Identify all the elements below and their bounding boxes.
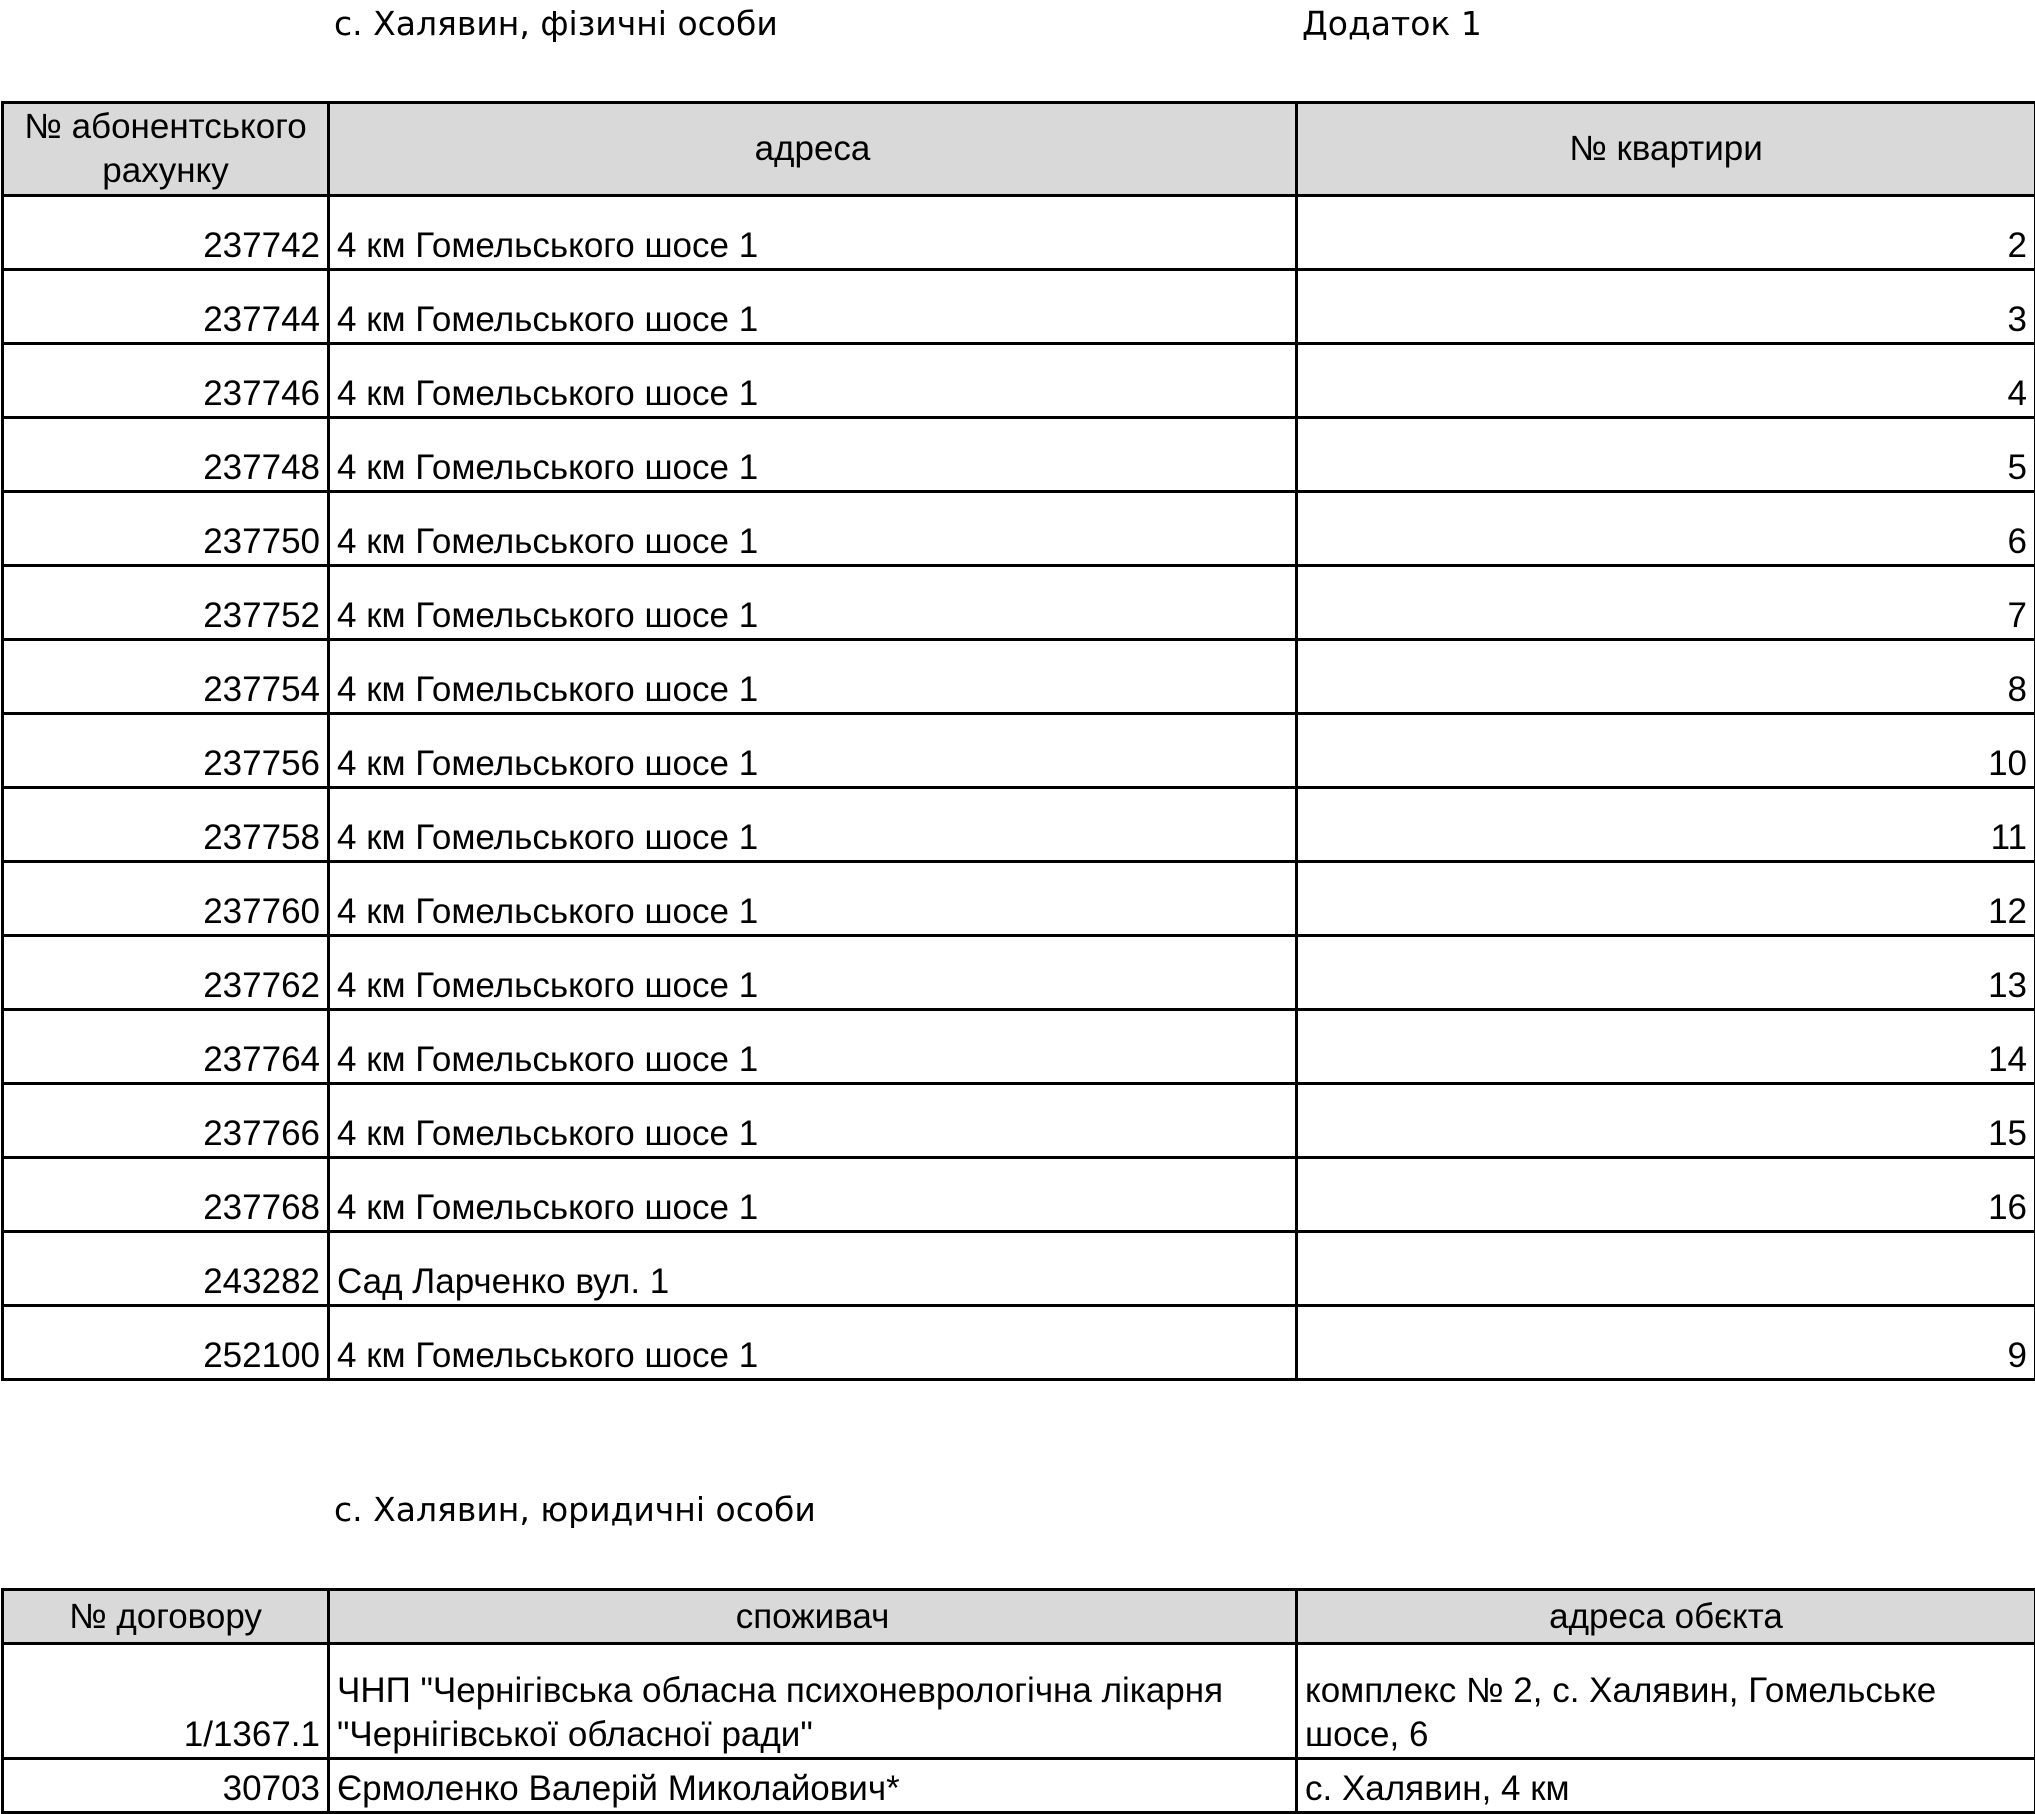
object-address-cell: с. Халявин, 4 км [1297, 1759, 2035, 1813]
column-header-consumer: споживач [329, 1590, 1297, 1644]
table-row [3, 1010, 2035, 1084]
account-cell: 237742 [3, 196, 329, 270]
account-cell: 237764 [3, 1010, 329, 1084]
column-header-apartment: № квартири [1297, 103, 2035, 196]
table-row [3, 1759, 2035, 1813]
address-cell: 4 км Гомельського шосе 1 [329, 344, 1297, 418]
apartment-cell: 4 [1297, 344, 2035, 418]
consumer-cell: ЧНП "Чернігівська обласна психоневрологічна лікарня "Чернігівської обласної ради" [329, 1644, 1297, 1759]
address-cell: 4 км Гомельського шосе 1 [329, 1010, 1297, 1084]
caption-legal: с. Халявин, юридичні особи [334, 1490, 816, 1529]
apartment-cell: 11 [1297, 788, 2035, 862]
table-row [3, 1084, 2035, 1158]
table-row [3, 936, 2035, 1010]
column-header-contract: № договору [3, 1590, 329, 1644]
contract-cell: 30703 [3, 1759, 329, 1813]
apartment-cell: 16 [1297, 1158, 2035, 1232]
table-row [3, 270, 2035, 344]
address-cell: 4 км Гомельського шосе 1 [329, 936, 1297, 1010]
apartment-cell: 2 [1297, 196, 2035, 270]
table-row [3, 566, 2035, 640]
table-header-row [3, 103, 2035, 196]
address-cell: 4 км Гомельського шосе 1 [329, 1084, 1297, 1158]
account-cell: 252100 [3, 1306, 329, 1380]
account-cell: 237766 [3, 1084, 329, 1158]
table-header-row [3, 1590, 2035, 1644]
apartment-cell: 14 [1297, 1010, 2035, 1084]
column-header-address: адреса [329, 103, 1297, 196]
account-cell: 237754 [3, 640, 329, 714]
account-cell: 237756 [3, 714, 329, 788]
apartment-cell [1297, 1232, 2035, 1306]
caption-individuals: с. Халявин, фізичні особи [334, 4, 778, 43]
apartment-cell: 5 [1297, 418, 2035, 492]
account-cell: 237762 [3, 936, 329, 1010]
address-cell: 4 км Гомельського шосе 1 [329, 714, 1297, 788]
account-cell: 237760 [3, 862, 329, 936]
table-row [3, 492, 2035, 566]
table-row [3, 418, 2035, 492]
address-cell: 4 км Гомельського шосе 1 [329, 862, 1297, 936]
apartment-cell: 15 [1297, 1084, 2035, 1158]
table-row [3, 196, 2035, 270]
object-address-cell: комплекс № 2, с. Халявин, Гомельське шосе, 6 [1297, 1644, 2035, 1759]
account-cell: 237752 [3, 566, 329, 640]
legal-entities-table [1, 1588, 2035, 1814]
address-cell: Сад Ларченко вул. 1 [329, 1232, 1297, 1306]
table-row [3, 344, 2035, 418]
address-cell: 4 км Гомельського шосе 1 [329, 640, 1297, 714]
apartment-cell: 3 [1297, 270, 2035, 344]
address-cell: 4 км Гомельського шосе 1 [329, 418, 1297, 492]
address-cell: 4 км Гомельського шосе 1 [329, 788, 1297, 862]
apartment-cell: 10 [1297, 714, 2035, 788]
apartment-cell: 6 [1297, 492, 2035, 566]
consumer-cell: Єрмоленко Валерій Миколайович* [329, 1759, 1297, 1813]
table-row [3, 1306, 2035, 1380]
apartment-cell: 13 [1297, 936, 2035, 1010]
account-cell: 237746 [3, 344, 329, 418]
table-row [3, 714, 2035, 788]
apartment-cell: 12 [1297, 862, 2035, 936]
table-row [3, 1232, 2035, 1306]
address-cell: 4 км Гомельського шосе 1 [329, 492, 1297, 566]
apartment-cell: 8 [1297, 640, 2035, 714]
account-cell: 237758 [3, 788, 329, 862]
account-cell: 237748 [3, 418, 329, 492]
address-cell: 4 км Гомельського шосе 1 [329, 270, 1297, 344]
address-cell: 4 км Гомельського шосе 1 [329, 196, 1297, 270]
account-cell: 243282 [3, 1232, 329, 1306]
table-row [3, 1158, 2035, 1232]
apartment-cell: 9 [1297, 1306, 2035, 1380]
appendix-label: Додаток 1 [1302, 4, 1482, 43]
account-cell: 237744 [3, 270, 329, 344]
column-header-object-address: адреса обєкта [1297, 1590, 2035, 1644]
address-cell: 4 км Гомельського шосе 1 [329, 1306, 1297, 1380]
individuals-table [1, 101, 2035, 1381]
account-cell: 237768 [3, 1158, 329, 1232]
apartment-cell: 7 [1297, 566, 2035, 640]
address-cell: 4 км Гомельського шосе 1 [329, 1158, 1297, 1232]
address-cell: 4 км Гомельського шосе 1 [329, 566, 1297, 640]
contract-cell: 1/1367.1 [3, 1644, 329, 1759]
table-row [3, 1644, 2035, 1759]
table-row [3, 788, 2035, 862]
account-cell: 237750 [3, 492, 329, 566]
column-header-account: № абонентського рахунку [3, 103, 329, 196]
table-row [3, 862, 2035, 936]
table-row [3, 640, 2035, 714]
